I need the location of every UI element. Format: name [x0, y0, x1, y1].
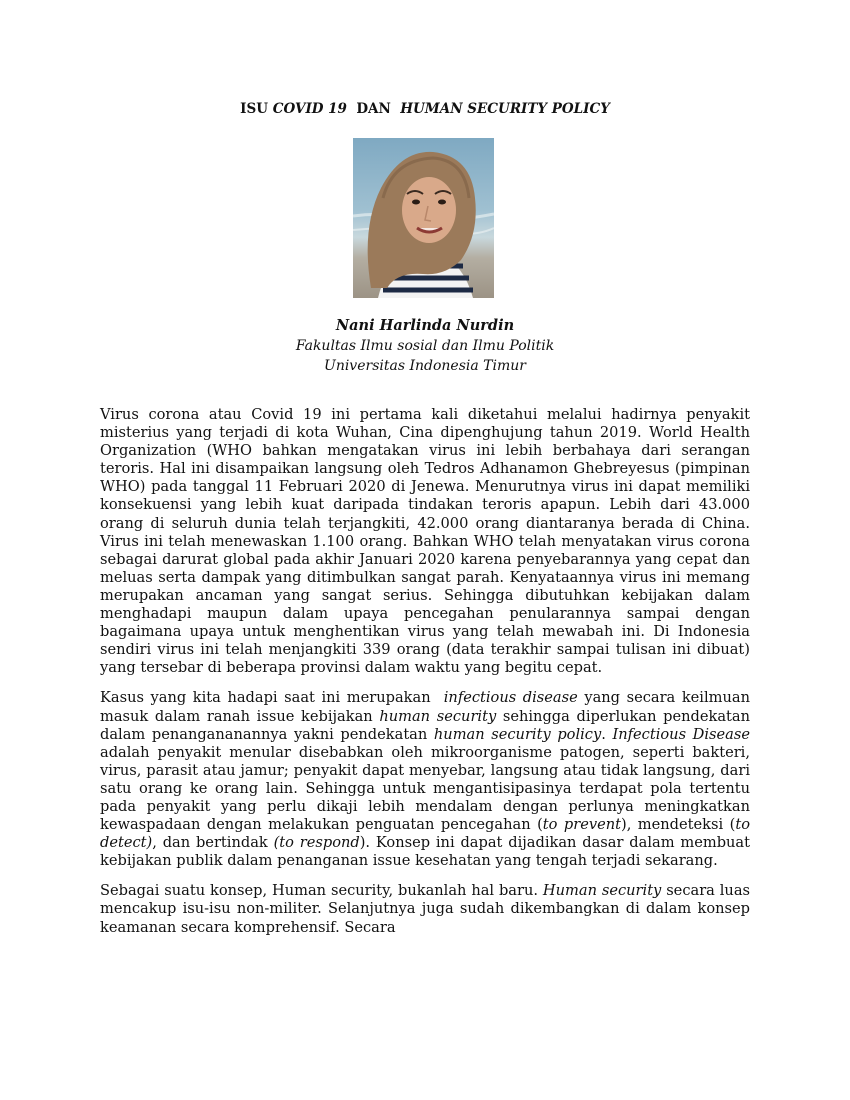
p2-text-1: Kasus yang kita hadapi saat ini merupakan: [100, 689, 444, 707]
author-university: Universitas Indonesia Timur: [324, 358, 526, 374]
title-covid: COVID 19: [272, 101, 347, 117]
p3-text-1: Sebagai suatu konsep, Human security, bukanlah hal baru.: [100, 882, 543, 900]
title-middle: DAN: [346, 101, 401, 117]
p2-term-to-respond: (to respond: [273, 834, 360, 852]
author-faculty: Fakultas Ilmu sosial dan Ilmu Politik: [295, 338, 555, 354]
paragraph-3: [100, 882, 750, 936]
p2-term-human-security: human security: [379, 707, 497, 725]
p2-term-infectious-disease-2: Infectious Disease: [612, 725, 751, 743]
p2-text-6: ), mendeteksi (: [621, 816, 736, 834]
p3-text-2: secara luas mencakup isu-isu non-militer. Selanjutnya juga sudah dikembangkan di dalam konsep keamanan secara komprehensif. Secara: [100, 882, 751, 936]
p2-term-to-detect: to detect): [100, 816, 750, 852]
author-portrait-image: [353, 138, 494, 298]
p2-text-7: , dan bertindak: [152, 834, 274, 852]
author-photo: [353, 138, 494, 298]
paragraph-2: [100, 689, 750, 870]
p2-text-2: yang secara keilmuan masuk dalam ranah issue kebijakan: [100, 689, 750, 725]
article-body: [100, 406, 750, 949]
p2-text-4: .: [601, 725, 613, 743]
p3-term-human-security: Human security: [542, 882, 662, 900]
p2-term-human-security-policy: human security policy: [433, 725, 602, 743]
title-prefix: ISU: [240, 101, 273, 117]
p2-text-3: sehingga diperlukan pendekatan dalam penangananannya yakni pendekatan: [100, 707, 751, 743]
article-title: [100, 101, 750, 117]
p2-text-8: ). Konsep ini dapat dijadikan dasar dalam membuat kebijakan publik dalam penanganan issue kesehatan yang tengah terjadi sekarang.: [100, 834, 750, 870]
title-hsp: HUMAN SECURITY POLICY: [400, 101, 610, 117]
p2-term-infectious-disease: infectious disease: [443, 689, 578, 707]
p2-term-to-prevent: to prevent: [542, 816, 621, 834]
p2-text-5: adalah penyakit menular disebabkan oleh mikroorganisme patogen, seperti bakteri, virus, parasit atau jamur; penyakit dapat menyebar, langsung atau tidak langsung, dari satu orang ke orang lain. Sehingga untuk mengantisipasinya terdapat pola tertentu pada penyakit yang perlu dikaji lebih mendalam dengan perlunya meningkatkan kewaspadaan dengan melakukan penguatan pencegahan (: [100, 743, 750, 834]
author-info: [100, 316, 750, 376]
paragraph-1: Virus corona atau Covid 19 ini pertama kali diketahui melalui hadirnya penyakit misterius yang terjadi di kota Wuhan, Cina dipenghujung tahun 2019. World Health Organization (WHO bahkan mengatakan virus ini lebih berbahaya dari serangan teroris. Hal ini disampaikan langsung oleh Tedros Adhanamon Ghebreyesus (pimpinan WHO) pada tanggal 11 Februari 2020 di Jenewa. Menurutnya virus ini dapat memiliki konsekuensi yang lebih kuat daripada tindakan teroris apapun. Lebih dari 43.000 orang di seluruh dunia telah terjangkiti, 42.000 orang diantaranya berada di China. Virus ini telah menewaskan 1.100 orang. Bahkan WHO telah menyatakan virus corona sebagai darurat global pada akhir Januari 2020 karena penyebarannya yang cepat dan meluas serta dampak yang ditimbulkan sangat parah. Kenyataannya virus ini memang merupakan ancaman yang sangat serius. Sehingga dibutuhkan kebijakan dalam menghadapi maupun dalam upaya pencegahan penularannya sampai dengan bagaimana upaya untuk menghentikan virus yang telah mewabah ini. Di Indonesia sendiri virus ini telah menjangkiti 339 orang (data terakhir sampai tulisan ini dibuat) yang tersebar di beberapa provinsi dalam waktu yang begitu cepat.: [100, 406, 750, 677]
author-name: Nani Harlinda Nurdin: [335, 317, 515, 334]
